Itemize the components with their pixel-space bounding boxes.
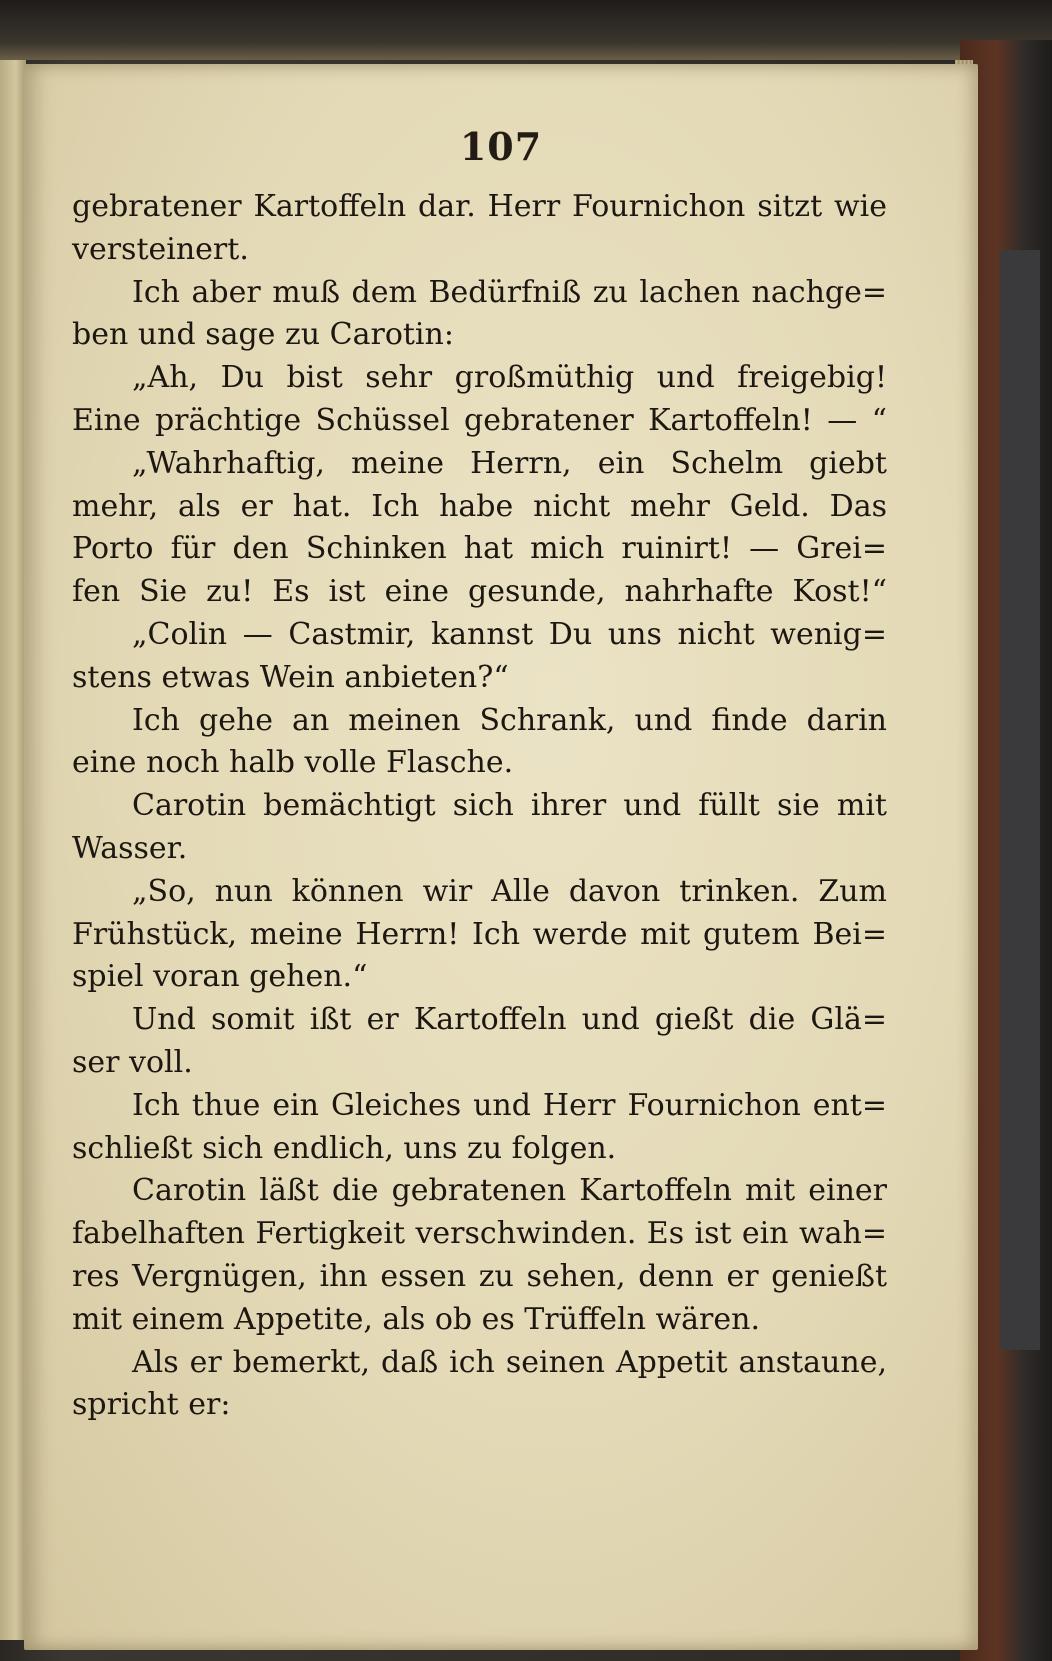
page-number: 107	[459, 124, 543, 169]
text-line: Carotin bemächtigt sich ihrer und füllt sie mit	[132, 788, 887, 824]
text-line: „So, nun können wir Alle davon trinken. Zum	[132, 873, 887, 909]
text-line: Ich gehe an meinen Schrank, und finde darin	[132, 702, 887, 738]
text-line: gebratener Kartoffeln dar. Herr Fournichon sitzt wie	[72, 189, 887, 224]
text-line: ser voll.	[72, 1044, 193, 1080]
text-line: stens etwas Wein anbieten?“	[72, 659, 509, 695]
text-line: spricht er:	[72, 1387, 231, 1423]
text-line: Eine prächtige Schüssel gebratener Kartoffeln! — “	[72, 402, 887, 438]
body-text	[72, 186, 887, 1427]
text-line: fen Sie zu! Es ist eine gesunde, nahrhafte Kost!“	[72, 574, 887, 610]
text-line: spiel voran gehen.“	[72, 959, 368, 995]
text-line: Ich aber muß dem Bedürfniß zu lachen nachge=	[132, 274, 887, 310]
text-line: mehr, als er hat. Ich habe nicht mehr Geld. Das	[72, 488, 887, 524]
text-line: „Ah, Du bist sehr großmüthig und freigebig!	[132, 360, 887, 396]
text-line: Carotin läßt die gebratenen Kartoffeln mit einer	[132, 1173, 887, 1209]
text-line: Und somit ißt er Kartoffeln und gießt die Glä=	[132, 1002, 887, 1038]
text-line: „Colin — Castmir, kannst Du uns nicht wenig=	[132, 616, 887, 652]
text-line: „Wahrhaftig, meine Herrn, ein Schelm giebt	[132, 445, 887, 481]
text-line: schließt sich endlich, uns zu folgen.	[72, 1130, 617, 1166]
text-line: Porto für den Schinken hat mich ruinirt! — Grei=	[72, 531, 887, 567]
text-line: fabelhaften Fertigkeit verschwinden. Es ist ein wah=	[72, 1216, 887, 1252]
book-cover-stripe	[1000, 250, 1040, 1350]
text-line: Frühstück, meine Herrn! Ich werde mit gutem Bei=	[72, 916, 887, 952]
text-line: eine noch halb volle Flasche.	[72, 745, 514, 781]
text-line: Als er bemerkt, daß ich seinen Appetit anstaune,	[132, 1344, 887, 1380]
text-line: Wasser.	[72, 830, 188, 866]
text-line: ben und sage zu Carotin:	[72, 317, 454, 353]
book-top-edge	[0, 0, 1052, 60]
facing-page-edge	[0, 60, 26, 1640]
text-line: res Vergnügen, ihn essen zu sehen, denn er genießt	[72, 1258, 887, 1294]
text-line: mit einem Appetite, als ob es Trüffeln wären.	[72, 1301, 761, 1337]
text-line: versteinert.	[72, 231, 249, 267]
text-line: Ich thue ein Gleiches und Herr Fournichon ent=	[132, 1087, 887, 1123]
book-page	[24, 64, 978, 1650]
